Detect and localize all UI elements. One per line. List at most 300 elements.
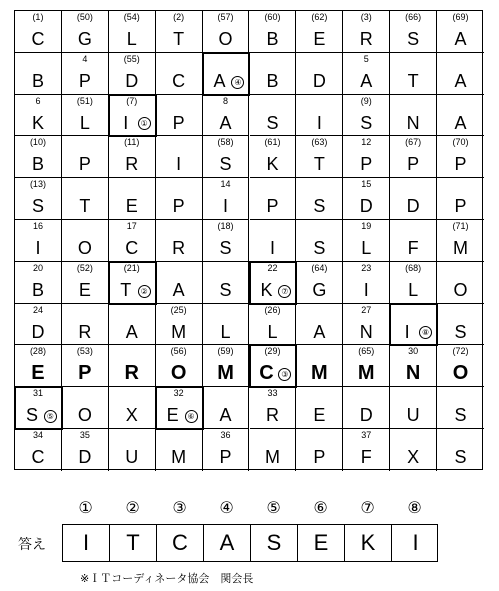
cell-letter: S (454, 447, 467, 467)
grid-cell (343, 304, 390, 346)
cell-letter: P (313, 447, 326, 467)
grid-cell (62, 178, 109, 220)
grid-cell (437, 53, 484, 95)
answer-letter: I (412, 530, 419, 555)
cell-letter: A (125, 321, 138, 342)
grid-cell (437, 178, 484, 220)
grid-cell (109, 95, 156, 137)
grid-cell (437, 387, 484, 429)
cell-number: (63) (311, 137, 328, 148)
grid-cell (343, 220, 390, 262)
cell-number: (26) (264, 304, 281, 315)
cell-letter: D (78, 447, 92, 467)
cell-letter: P (78, 362, 92, 385)
cell-number: (50) (76, 12, 93, 22)
cell-letter: C (31, 447, 45, 467)
cell-letter: L (408, 279, 419, 300)
grid-cell (296, 429, 343, 471)
answer-marker: ⑧ (419, 326, 432, 339)
cell-letter: P (454, 154, 467, 175)
answer-label: 答え (18, 536, 46, 552)
grid-cell (203, 11, 250, 53)
cell-letter: T (173, 29, 185, 49)
cell-letter: K (31, 112, 44, 133)
grid-cell (250, 220, 297, 262)
cell-number: (55) (123, 53, 140, 64)
grid-cell (156, 387, 203, 429)
cell-number: 34 (32, 430, 43, 440)
cell-number: 27 (361, 304, 372, 315)
grid-cell (250, 387, 297, 429)
cell-letter: D (125, 70, 139, 91)
cell-letter: I (223, 196, 229, 217)
answer-marker: ⑤ (44, 410, 57, 423)
grid-cell (296, 53, 343, 95)
cell-letter: S (454, 405, 467, 426)
grid-cell (109, 136, 156, 178)
cell-letter: S (219, 154, 232, 175)
cell-number: (59) (217, 346, 234, 357)
cell-letter: E (313, 29, 326, 49)
grid-cell (15, 136, 62, 178)
grid-cell (203, 136, 250, 178)
cell-letter: D (31, 321, 45, 342)
grid-cell (203, 95, 250, 137)
cell-letter: R (172, 238, 186, 258)
grid-cell (250, 53, 297, 95)
grid-cell (62, 345, 109, 387)
grid-cell (156, 95, 203, 137)
answer-key-number: ⑧ (407, 500, 422, 517)
cell-letter: A (313, 321, 326, 342)
grid-cell (296, 136, 343, 178)
grid-cell (156, 220, 203, 262)
cell-number: 14 (220, 179, 231, 190)
grid-cell (62, 262, 109, 304)
cell-number: 8 (223, 95, 229, 106)
cell-letter: O (218, 29, 233, 49)
grid-cell (15, 53, 62, 95)
grid-cell (437, 345, 484, 387)
cell-letter: D (312, 70, 326, 91)
grid-cell (437, 262, 484, 304)
cell-letter: F (360, 447, 372, 467)
cell-number: (25) (170, 304, 187, 315)
cell-number: 22 (267, 262, 278, 273)
grid-cell (390, 53, 437, 95)
grid-cell (390, 220, 437, 262)
grid-cell (390, 387, 437, 429)
cell-number: 32 (173, 388, 184, 399)
grid-cell (156, 178, 203, 220)
cell-letter: N (359, 321, 373, 342)
cell-number: (13) (29, 179, 46, 190)
cell-letter: X (125, 405, 138, 426)
cell-letter: O (452, 362, 469, 385)
cell-number: (51) (76, 95, 93, 106)
grid-cell (62, 387, 109, 429)
grid-cell (390, 345, 437, 387)
grid-cell (62, 53, 109, 95)
cell-letter: C (172, 70, 186, 91)
cell-letter: G (312, 279, 327, 300)
cell-letter: S (219, 279, 232, 300)
cell-letter: M (453, 238, 469, 258)
answer-letter: S (251, 525, 298, 561)
grid-cell (250, 136, 297, 178)
cell-number: (10) (29, 137, 46, 148)
cell-number: 36 (220, 430, 231, 440)
grid-cell (437, 95, 484, 137)
grid-cell (250, 304, 297, 346)
cell-letter: G (77, 29, 92, 49)
cell-letter: C (125, 238, 139, 258)
cell-letter: S (266, 112, 279, 133)
cell-number: (60) (264, 12, 281, 22)
cell-letter: C (31, 29, 45, 49)
grid-cell (437, 136, 484, 178)
cell-letter: E (166, 405, 179, 426)
cell-letter: P (78, 70, 91, 91)
grid-cell (156, 345, 203, 387)
grid-cell (250, 95, 297, 137)
cell-letter: P (266, 196, 279, 217)
grid-cell (250, 345, 297, 387)
cell-number: (70) (452, 137, 469, 148)
grid-cell (437, 11, 484, 53)
cell-letter: B (31, 154, 44, 175)
grid-cell (15, 262, 62, 304)
grid-cell (156, 53, 203, 95)
answer-letter: A (204, 525, 251, 561)
grid-cell (203, 178, 250, 220)
grid-cell (15, 387, 62, 429)
grid-cell (62, 429, 109, 471)
cell-letter: M (217, 362, 234, 385)
cell-letter: A (219, 405, 232, 426)
grid-cell (156, 136, 203, 178)
cell-letter: R (124, 362, 139, 385)
cell-letter: A (454, 29, 467, 49)
grid-cell (343, 387, 390, 429)
cell-number: 5 (363, 53, 369, 64)
grid-cell (296, 387, 343, 429)
cell-number: (11) (124, 137, 140, 148)
cell-letter: A (454, 70, 467, 91)
grid-cell (343, 95, 390, 137)
cell-letter: S (313, 196, 326, 217)
cell-number: (64) (311, 262, 328, 273)
cell-letter: E (125, 196, 138, 217)
grid-cell (343, 262, 390, 304)
cell-letter: R (125, 154, 139, 175)
answer-key-number: ② (125, 500, 140, 517)
cell-letter: T (120, 279, 132, 300)
cell-letter: B (266, 70, 279, 91)
cell-letter: M (311, 362, 328, 385)
grid-cell (156, 11, 203, 53)
cell-letter: I (176, 154, 182, 175)
cell-letter: U (406, 405, 420, 426)
cell-number: (3) (360, 12, 372, 22)
cell-number: (21) (123, 262, 140, 273)
grid-cell (296, 11, 343, 53)
grid-cell (62, 136, 109, 178)
answer-key-number: ⑤ (266, 500, 281, 517)
answer-marker: ⑦ (278, 285, 291, 298)
cell-letter: I (269, 238, 275, 258)
grid-cell (390, 429, 437, 471)
grid-cell (156, 304, 203, 346)
grid-cell (296, 220, 343, 262)
answer-letter: I (63, 525, 110, 561)
grid-cell (390, 304, 437, 346)
cell-letter: S (25, 405, 38, 426)
cell-letter: B (31, 70, 44, 91)
grid-cell (109, 262, 156, 304)
grid-cell (62, 220, 109, 262)
cell-number: 19 (361, 221, 372, 231)
cell-letter: R (78, 321, 92, 342)
cell-number: 4 (82, 53, 88, 64)
cell-letter: D (406, 196, 420, 217)
cell-letter: D (359, 405, 373, 426)
cell-letter: I (363, 279, 369, 300)
answer-key-number: ① (78, 500, 93, 517)
cell-letter: K (260, 279, 273, 300)
cell-number: (56) (170, 346, 187, 357)
cell-letter: O (77, 238, 92, 258)
cell-number: 17 (126, 221, 137, 231)
cell-letter: S (31, 196, 44, 217)
grid-cell (62, 304, 109, 346)
grid-cell (203, 429, 250, 471)
cell-number: (52) (76, 262, 93, 273)
grid-cell (250, 429, 297, 471)
cell-letter: P (172, 112, 185, 133)
cell-letter: O (77, 405, 92, 426)
cell-number: 31 (32, 388, 43, 399)
cell-letter: P (219, 447, 232, 467)
cell-letter: L (361, 238, 372, 258)
grid-cell (390, 95, 437, 137)
grid-cell (15, 304, 62, 346)
cell-letter: I (35, 238, 41, 258)
cell-number: (58) (217, 137, 234, 148)
cell-number: 33 (267, 388, 278, 399)
grid-cell (296, 262, 343, 304)
cell-letter: P (360, 154, 373, 175)
cell-letter: A (172, 279, 185, 300)
cell-letter: E (78, 279, 91, 300)
cell-letter: P (172, 196, 185, 217)
answer-marker: ⑥ (185, 410, 198, 423)
cell-number: 24 (32, 304, 43, 315)
cell-letter: M (264, 447, 280, 467)
cell-letter: T (407, 70, 419, 91)
grid-cell (390, 178, 437, 220)
cell-number: 15 (361, 179, 372, 190)
cell-number: (65) (358, 346, 375, 357)
cell-number: (57) (217, 12, 234, 22)
cell-letter: O (170, 362, 187, 385)
grid-cell (15, 178, 62, 220)
grid-cell (296, 345, 343, 387)
cell-number: (61) (264, 137, 281, 148)
cell-letter: S (313, 238, 326, 258)
cell-letter: P (454, 196, 467, 217)
cell-number: 12 (361, 137, 372, 148)
grid-cell (390, 11, 437, 53)
answer-key-number: ⑦ (360, 500, 375, 517)
cell-letter: N (405, 362, 421, 385)
grid-cell (109, 304, 156, 346)
cell-letter: L (220, 321, 231, 342)
grid-cell (62, 11, 109, 53)
cell-letter: M (171, 447, 187, 467)
grid-cell (343, 11, 390, 53)
grid-cell (203, 304, 250, 346)
grid-cell (343, 429, 390, 471)
cell-letter: A (219, 112, 232, 133)
cell-number: (54) (123, 12, 140, 22)
cell-number: 23 (361, 262, 372, 273)
grid-cell (390, 262, 437, 304)
cell-letter: E (31, 362, 45, 385)
grid-cell (109, 11, 156, 53)
grid-cell (343, 53, 390, 95)
credit-note: ※ＩＴコーディネータ協会 関会長 (80, 573, 254, 585)
grid-cell (343, 178, 390, 220)
cell-number: 37 (361, 430, 372, 440)
cell-letter: L (267, 321, 278, 342)
cell-letter: S (360, 112, 373, 133)
cell-letter: I (404, 321, 410, 342)
cell-number: (7) (126, 95, 138, 106)
answer-box (62, 524, 438, 562)
cell-letter: L (79, 112, 90, 133)
grid-cell (62, 95, 109, 137)
cell-number: (67) (405, 137, 422, 148)
grid-cell (437, 304, 484, 346)
answer-key-number: ③ (172, 500, 187, 517)
cell-letter: P (78, 154, 91, 175)
grid-cell (296, 304, 343, 346)
grid-cell (437, 429, 484, 471)
cell-number: 30 (408, 346, 419, 357)
cell-number: (62) (311, 12, 328, 22)
cell-letter: A (454, 112, 467, 133)
answer-marker: ① (138, 117, 151, 130)
cell-number: (69) (452, 12, 469, 22)
cell-number: 35 (79, 430, 90, 440)
grid-cell (203, 387, 250, 429)
grid-cell (15, 11, 62, 53)
answer-marker: ② (138, 285, 151, 298)
cell-letter: E (313, 405, 326, 426)
cell-letter: K (266, 154, 279, 175)
cell-number: (72) (452, 346, 469, 357)
cell-letter: O (453, 279, 468, 300)
grid-cell (15, 429, 62, 471)
cell-letter: D (359, 196, 373, 217)
cell-number: (71) (452, 221, 469, 231)
cell-letter: A (360, 70, 373, 91)
grid-cell (390, 136, 437, 178)
cell-letter: S (454, 321, 467, 342)
grid-cell (203, 262, 250, 304)
cell-letter: X (407, 447, 420, 467)
cell-letter: T (79, 196, 91, 217)
cell-letter: I (123, 112, 129, 133)
cell-number: (2) (173, 12, 185, 22)
answer-letter: C (157, 525, 204, 561)
grid-cell (437, 220, 484, 262)
grid-cell (250, 262, 297, 304)
grid-cell (109, 429, 156, 471)
cell-letter: S (219, 238, 232, 258)
grid-cell (15, 220, 62, 262)
cell-number: 20 (32, 262, 43, 273)
cell-number: (68) (405, 262, 422, 273)
grid-cell (109, 178, 156, 220)
cell-number: 16 (32, 221, 43, 231)
cell-letter: B (31, 279, 44, 300)
cell-number: 6 (35, 95, 41, 106)
cell-letter: R (265, 405, 279, 426)
cell-letter: I (316, 112, 322, 133)
grid-cell (109, 53, 156, 95)
cell-letter: B (266, 29, 279, 49)
grid-cell (343, 136, 390, 178)
grid-cell (109, 220, 156, 262)
grid-cell (203, 53, 250, 95)
cell-letter: A (213, 70, 226, 91)
grid-cell (109, 387, 156, 429)
cell-letter: C (259, 362, 274, 385)
cell-letter: R (359, 29, 373, 49)
cell-number: (1) (32, 12, 44, 22)
grid-cell (156, 262, 203, 304)
grid-cell (15, 345, 62, 387)
cell-letter: T (313, 154, 325, 175)
grid-cell (15, 95, 62, 137)
answer-letter: T (110, 525, 157, 561)
grid-cell (156, 429, 203, 471)
cell-letter: L (126, 29, 137, 49)
answer-key-number: ⑥ (313, 500, 328, 517)
puzzle-grid (14, 10, 483, 470)
cell-number: (66) (405, 12, 422, 22)
answer-marker: ③ (278, 368, 291, 381)
answer-key-number: ④ (219, 500, 234, 517)
grid-cell (343, 345, 390, 387)
answer-section (0, 498, 499, 591)
cell-number: (29) (264, 346, 281, 357)
answer-letter: K (345, 525, 392, 561)
grid-cell (250, 11, 297, 53)
answer-marker: ④ (231, 76, 244, 89)
grid-cell (250, 178, 297, 220)
grid-cell (296, 178, 343, 220)
answer-letter: E (298, 525, 345, 561)
cell-letter: P (407, 154, 420, 175)
grid-cell (296, 95, 343, 137)
cell-number: (28) (29, 346, 46, 357)
cell-letter: N (406, 112, 420, 133)
cell-letter: M (171, 321, 187, 342)
grid-cell (203, 345, 250, 387)
